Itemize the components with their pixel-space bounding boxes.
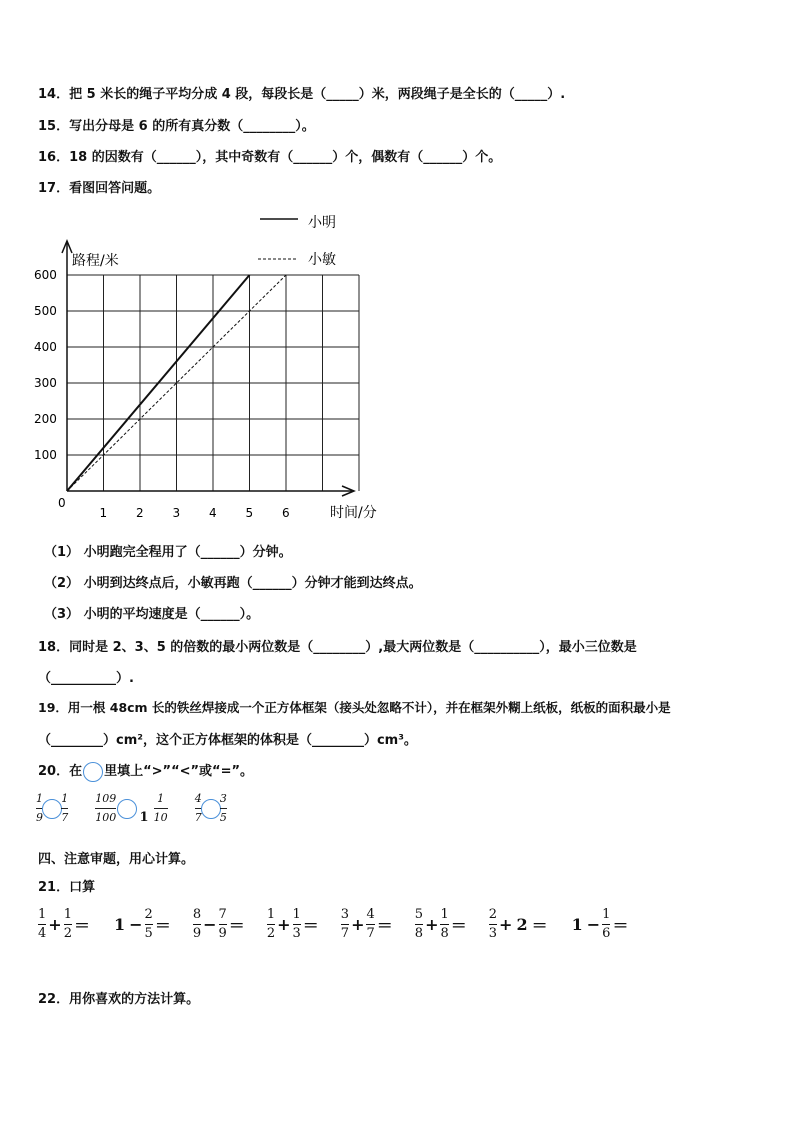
number: 1	[113, 915, 126, 934]
question-15: 15．写出分母是 6 的所有真分数（________）。	[38, 119, 315, 134]
x-tick-label: 2	[136, 506, 144, 520]
oral-calc-item	[267, 907, 321, 942]
fraction: 2 5	[144, 907, 153, 941]
y-axis-label: 路程/米	[72, 253, 119, 269]
operator: +	[499, 915, 513, 934]
compare-item-2	[95, 792, 172, 825]
question-17-3: （3） 小明的平均速度是（______）。	[44, 607, 260, 622]
fraction: 4 7	[366, 907, 375, 941]
fraction: 7 9	[218, 907, 227, 941]
equals-sign: ＝	[228, 916, 245, 935]
section-heading: 四、注意审题，用心计算。	[38, 852, 195, 867]
chart-legend	[258, 215, 336, 268]
operator: +	[277, 915, 291, 934]
x-tick-label: 1	[99, 506, 108, 520]
y-tick-label: 100	[34, 448, 57, 462]
question-22: 22．用你喜欢的方法计算。	[38, 992, 200, 1007]
x-tick-label: 4	[209, 506, 217, 520]
chart-grid	[67, 275, 359, 491]
oral-calc-item	[415, 907, 469, 942]
legend-label: 小敏	[308, 252, 336, 268]
x-tick-label: 5	[245, 506, 254, 520]
fraction: 1 3	[292, 907, 301, 941]
compare-circle-icon	[83, 762, 103, 782]
operator: −	[586, 915, 601, 934]
compare-item-3	[194, 792, 227, 824]
operator: −	[203, 915, 217, 934]
x-axis-label: 时间/分	[330, 505, 377, 521]
question-18-line2: （__________）.	[38, 671, 134, 686]
oral-calc-item	[489, 907, 550, 942]
equals-sign: ＝	[376, 916, 393, 935]
y-tick-label: 200	[34, 412, 57, 426]
oral-calc-item	[570, 907, 631, 942]
compare-circle-1[interactable]	[42, 799, 62, 819]
y-tick-label: 600	[34, 268, 57, 282]
oral-calc-row	[38, 907, 646, 942]
equals-sign: ＝	[73, 916, 90, 935]
number: 2	[516, 915, 528, 934]
question-20-suffix: 里填上“>”“<”或“=”。	[104, 764, 254, 779]
x-tick-label: 6	[282, 506, 290, 520]
question-19-line1: 19．用一根 48cm 长的铁丝焊接成一个正方体框架（接头处忽略不计），并在框架外糊上纸板，纸板的面积最小是	[38, 700, 671, 715]
fraction: 3 7	[340, 907, 350, 941]
question-21: 21．口算	[38, 880, 96, 895]
fraction: $\frac{3}{5}$	[219, 792, 227, 824]
origin-label: 0	[58, 496, 66, 510]
question-20	[38, 760, 253, 782]
fraction: $\frac{1}{9}$	[36, 792, 43, 824]
fraction: 1 2	[266, 907, 276, 941]
compare-circle-2[interactable]	[117, 799, 137, 819]
chart-axes	[62, 241, 354, 496]
fraction: 5 8	[414, 907, 424, 941]
fraction: $\frac{4}{7}$	[194, 792, 202, 824]
operator: +	[425, 915, 439, 934]
chart-ticks	[34, 268, 290, 520]
legend-label: 小明	[308, 215, 336, 231]
fraction: 1 4	[38, 907, 47, 941]
number: 1	[571, 915, 583, 934]
stray-digit: 1	[139, 810, 149, 825]
equals-sign: ＝	[450, 916, 467, 935]
y-tick-label: 500	[34, 304, 57, 318]
fraction: $\frac{1}{10}$	[153, 792, 168, 824]
oral-calc-item	[38, 907, 92, 942]
oral-calc-item	[341, 907, 395, 942]
fraction: 1 2	[63, 907, 72, 941]
fraction: $\frac{109}{100}$	[95, 792, 117, 824]
question-17-1: （1） 小明跑完全程用了（______）分钟。	[44, 545, 292, 560]
compare-row	[36, 792, 227, 825]
fraction: 2 3	[488, 907, 498, 941]
oral-calc-item	[193, 907, 247, 942]
question-16: 16．18 的因数有（______），其中奇数有（______）个，偶数有（______）个。	[38, 150, 502, 165]
x-tick-label: 3	[172, 506, 181, 520]
question-19-line2: （________）cm²，这个正方体框架的体积是（________）cm³。	[38, 733, 417, 748]
question-18-line1: 18．同时是 2、3、5 的倍数的最小两位数是（________）,最大两位数是（__________），最小三位数是	[38, 640, 637, 655]
oral-calc-item	[112, 907, 173, 942]
fraction: 8 9	[192, 907, 202, 941]
operator: +	[48, 915, 62, 934]
y-tick-label: 400	[34, 340, 57, 354]
equals-sign: ＝	[154, 916, 171, 935]
compare-circle-3[interactable]	[201, 799, 221, 819]
operator: +	[351, 915, 365, 934]
operator: −	[129, 915, 143, 934]
fraction: 1 8	[440, 907, 449, 941]
question-17: 17．看图回答问题。	[38, 181, 161, 196]
question-14: 14．把 5 米长的绳子平均分成 4 段，每段长是（_____）米，两段绳子是全长的（_____）.	[38, 87, 566, 102]
fraction: 1 6	[602, 907, 611, 941]
y-tick-label: 300	[34, 376, 57, 390]
question-20-prefix: 20．在	[38, 764, 83, 779]
equals-sign: ＝	[531, 916, 548, 935]
equals-sign: ＝	[302, 916, 319, 935]
question-17-2: （2） 小明到达终点后，小敏再跑（______）分钟才能到达终点。	[44, 576, 422, 591]
fraction: $\frac{1}{7}$	[61, 792, 69, 824]
equals-sign: ＝	[612, 916, 629, 935]
compare-item-1	[36, 792, 73, 824]
distance-time-chart	[30, 205, 410, 525]
